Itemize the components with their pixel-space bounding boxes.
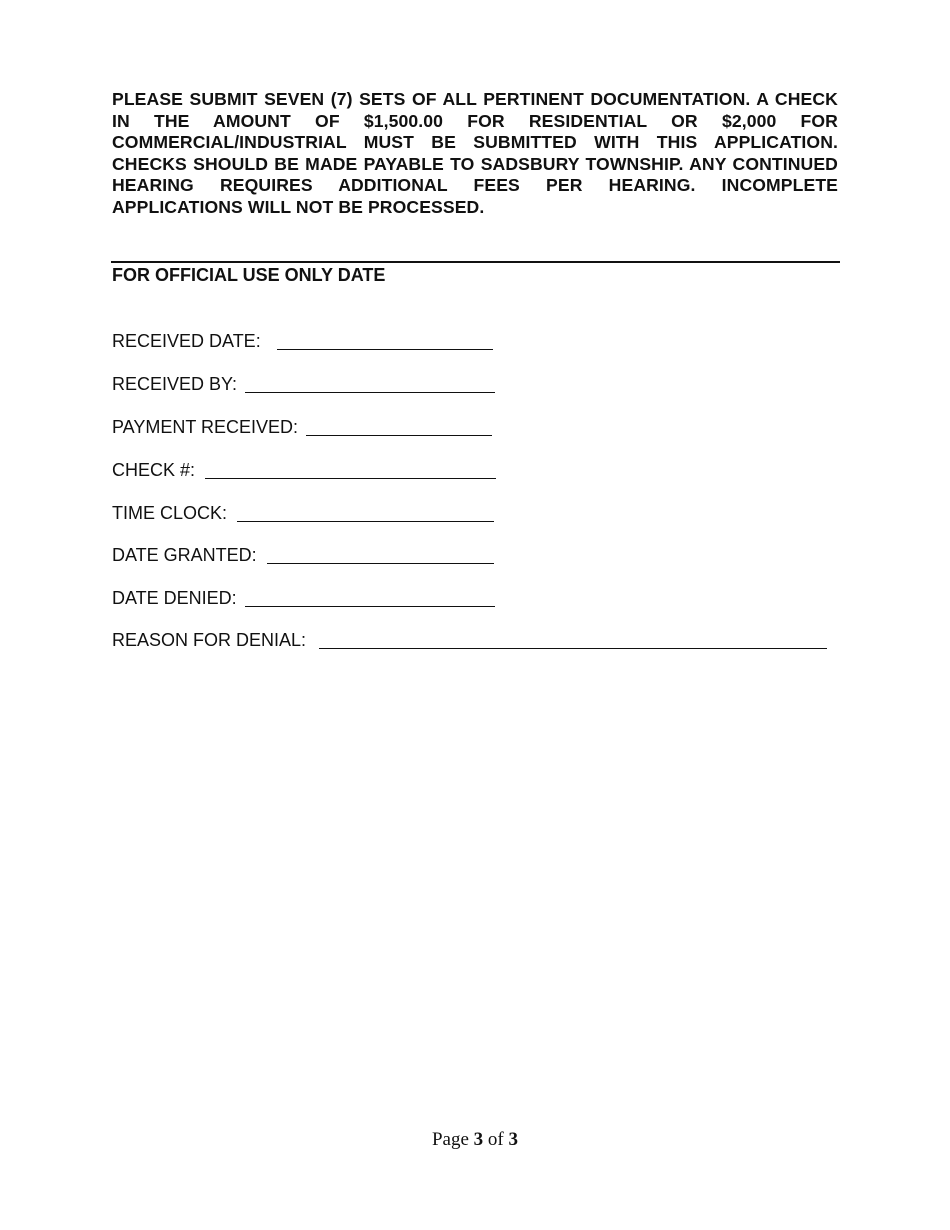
page-current: 3 [473,1129,484,1150]
page-prefix: Page [431,1129,469,1150]
reason-for-denial-field [112,627,827,651]
check-number-line[interactable] [205,460,496,479]
page-number [0,1128,950,1152]
received-date-field [112,328,493,352]
page-total: 3 [508,1129,518,1150]
time-clock-line[interactable] [237,503,494,522]
check-number-field [112,457,496,481]
payment-received-label: PAYMENT RECEIVED: [112,417,299,437]
time-clock-label: TIME CLOCK: [112,503,228,523]
received-date-line[interactable] [277,331,493,350]
date-denied-field [112,585,495,609]
date-granted-label: DATE GRANTED: [112,545,257,565]
page-separator: of [487,1129,504,1150]
section-divider [111,261,840,263]
date-denied-line[interactable] [245,588,495,607]
payment-received-field [112,414,492,438]
received-by-label: RECEIVED BY: [112,374,238,394]
submission-notice: PLEASE SUBMIT SEVEN (7) SETS OF ALL PERTINENT DOCUMENTATION. A CHECK IN THE AMOUNT OF $1,500.00 FOR RESIDENTIAL OR $2,000 FOR COMMERCIAL/INDUSTRIAL MUST BE SUBMITTED WITH THIS APPLICATION. CHECKS SHOULD BE MADE PAYABLE TO SADSBURY TOWNSHIP. ANY CONTINUED HEARING REQUIRES ADDITIONAL FEES PER HEARING. INCOMPLETE APPLICATIONS WILL NOT BE PROCESSED. [112,89,838,217]
date-denied-label: DATE DENIED: [112,588,237,608]
time-clock-field [112,500,494,524]
received-by-field [112,371,495,395]
payment-received-line[interactable] [306,417,492,436]
date-granted-line[interactable] [267,545,494,564]
official-use-heading: FOR OFFICIAL USE ONLY DATE [112,265,386,285]
reason-for-denial-label: REASON FOR DENIAL: [112,630,307,650]
check-number-label: CHECK #: [112,460,196,480]
received-by-line[interactable] [245,374,495,393]
received-date-label: RECEIVED DATE: [112,331,261,351]
date-granted-field [112,542,494,566]
reason-for-denial-line[interactable] [319,630,827,649]
